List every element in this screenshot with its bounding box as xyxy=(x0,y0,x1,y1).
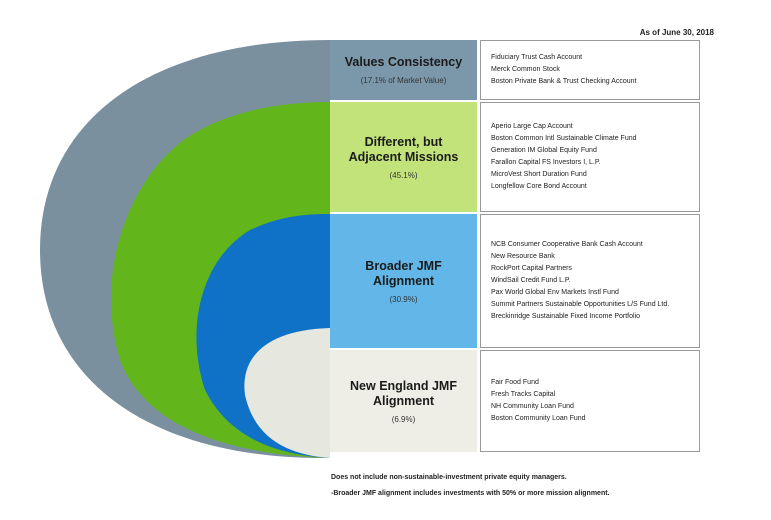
category-title: New England JMF Alignment xyxy=(350,378,457,408)
nested-arcs-diagram xyxy=(0,0,330,520)
holding-item: Summit Partners Sustainable Opportunities L/S Fund Ltd. xyxy=(491,301,670,308)
holding-item: MicroVest Short Duration Fund xyxy=(491,171,587,178)
category-title: Different, but Adjacent Missions xyxy=(348,134,459,164)
holding-item: Pax World Global Env Markets Instl Fund xyxy=(491,289,619,296)
holding-item: NH Community Loan Fund xyxy=(491,403,574,410)
category-broader-alignment xyxy=(330,214,477,348)
holdings-list-adjacent-missions xyxy=(480,102,700,212)
category-values-consistency xyxy=(330,40,477,100)
holdings-list-new-england-alignment xyxy=(480,350,700,452)
category-adjacent-missions xyxy=(330,102,477,212)
category-title: Broader JMF Alignment xyxy=(365,258,442,288)
footnote-exclusion: Does not include non-sustainable-investment private equity managers. xyxy=(331,474,567,481)
category-title: Values Consistency xyxy=(344,55,463,69)
as-of-date: As of June 30, 2018 xyxy=(639,28,714,37)
holding-item: Fresh Tracks Capital xyxy=(491,391,556,398)
holding-item: Merck Common Stock xyxy=(491,66,560,73)
holding-item: Generation IM Global Equity Fund xyxy=(491,147,597,154)
category-percent: (17.1% of Market Value) xyxy=(360,76,447,85)
category-percent: (30.9%) xyxy=(389,294,418,304)
holding-item: Boston Common Intl Sustainable Climate Fund xyxy=(491,135,637,142)
holdings-list-values-consistency xyxy=(480,40,700,100)
holdings-list-broader-alignment xyxy=(480,214,700,348)
holding-item: Fair Food Fund xyxy=(491,379,539,386)
holding-item: Boston Community Loan Fund xyxy=(491,415,586,422)
holding-item: Aperio Large Cap Account xyxy=(491,123,573,130)
category-percent: (45.1%) xyxy=(389,170,418,180)
holding-item: New Resource Bank xyxy=(491,253,555,260)
holding-item: Longfellow Core Bond Account xyxy=(491,183,587,190)
holding-item: Farallon Capital FS Investors I, L.P. xyxy=(491,159,601,166)
holding-item: NCB Consumer Cooperative Bank Cash Account xyxy=(491,241,643,248)
category-percent: (6.9%) xyxy=(391,414,416,424)
category-new-england-alignment xyxy=(330,350,477,452)
holding-item: Breckinridge Sustainable Fixed Income Portfolio xyxy=(491,313,641,320)
footnote-alignment-definition: -Broader JMF alignment includes investments with 50% or more mission alignment. xyxy=(331,490,610,497)
holding-item: WindSail Credit Fund L.P. xyxy=(491,277,571,284)
holding-item: Boston Private Bank & Trust Checking Account xyxy=(491,78,637,85)
holding-item: Fiduciary Trust Cash Account xyxy=(491,54,583,61)
holding-item: RockPort Capital Partners xyxy=(491,265,572,272)
